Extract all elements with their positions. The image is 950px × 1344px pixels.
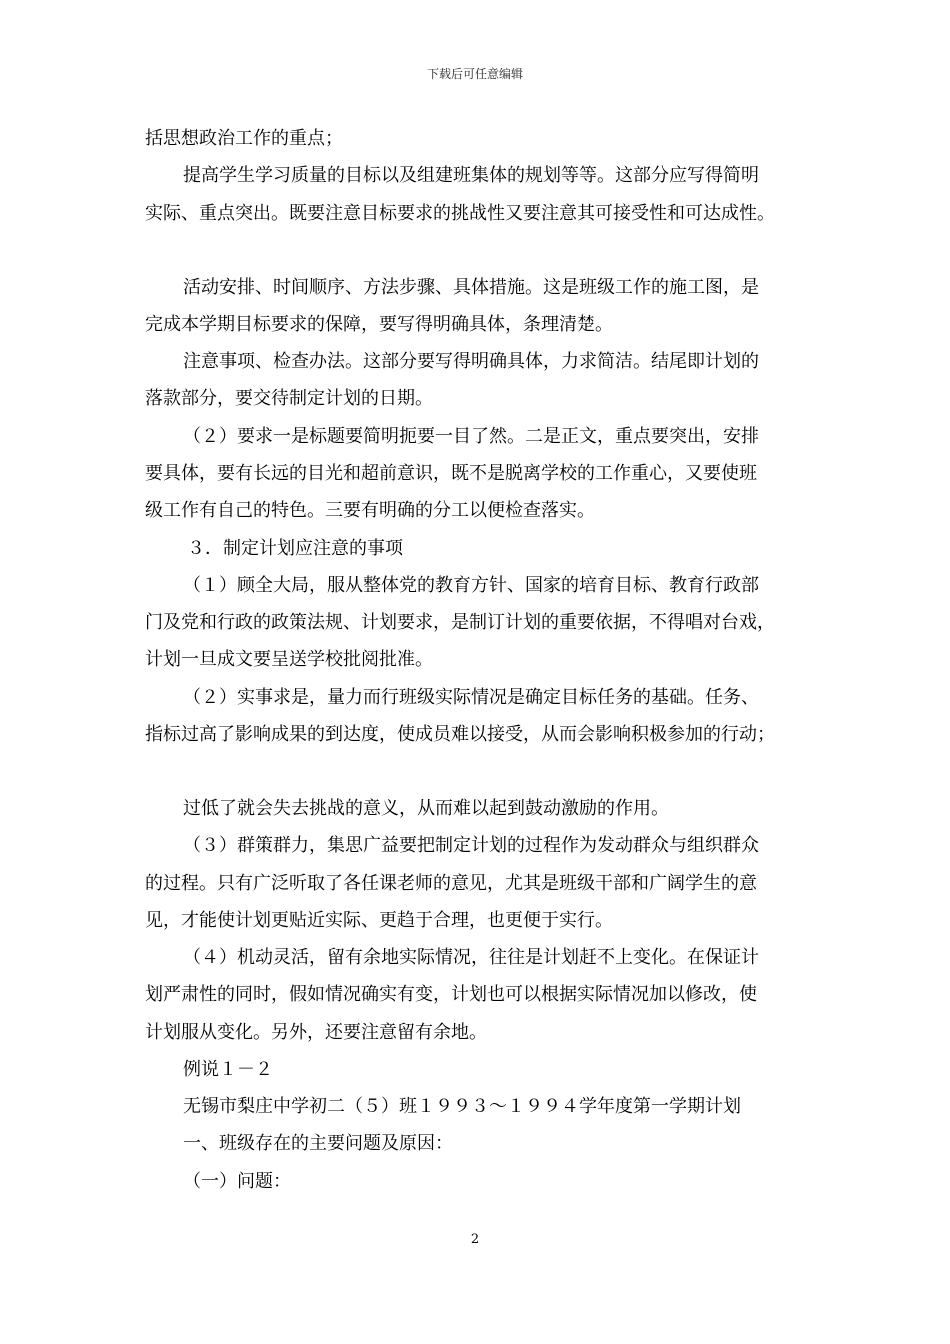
text-line: （４）机动灵活，留有余地实际情况，往往是计划赶不上变化。在保证计: [183, 947, 759, 968]
text-line: 见，才能使计划更贴近实际、更趋于合理，也更便于实行。: [145, 910, 613, 931]
text-line: 提高学生学习质量的目标以及组建班集体的规划等等。这部分应写得简明: [183, 165, 759, 186]
section-heading: 一、班级存在的主要问题及原因：: [183, 1133, 453, 1154]
text-line: 括思想政治工作的重点；: [145, 128, 343, 149]
text-line: 指标过高了影响成果的到达度，使成员难以接受，从而会影响积极参加的行动；: [145, 724, 775, 745]
text-line: 完成本学期目标要求的保障，要写得明确具体，条理清楚。: [145, 314, 613, 335]
text-line: 落款部分，要交待制定计划的日期。: [145, 388, 433, 409]
page-header: 下载后可任意编辑: [426, 67, 523, 81]
subsection-heading: （一）问题：: [183, 1171, 291, 1192]
section-heading: ３．制定计划应注意的事项: [187, 538, 403, 559]
text-line: 的过程。只有广泛听取了各任课老师的意见，尤其是班级干部和广阔学生的意: [145, 873, 757, 894]
text-line: 划严肃性的同时，假如情况确实有变，计划也可以根据实际情况加以修改，使: [145, 984, 757, 1005]
text-line: （２）实事求是，量力而行班级实际情况是确定目标任务的基础。任务、: [183, 687, 759, 708]
text-line: 过低了就会失去挑战的意义，从而难以起到鼓动激励的作用。: [183, 798, 669, 819]
text-line: 计划一旦成文要呈送学校批阅批准。: [145, 649, 433, 670]
text-line: （２）要求一是标题要简明扼要一目了然。二是正文，重点要突出，安排: [183, 426, 759, 447]
text-line: 实际、重点突出。既要注意目标要求的挑战性又要注意其可接受性和可达成性。: [145, 203, 775, 224]
example-title: 无锡市梨庄中学初二（５）班１９９３～１９９４学年度第一学期计划: [183, 1096, 741, 1117]
example-label: 例说１－２: [183, 1059, 273, 1080]
page-number: 2: [470, 1232, 480, 1247]
text-line: 注意事项、检查办法。这部分要写得明确具体，力求简洁。结尾即计划的: [183, 351, 759, 372]
text-line: 门及党和行政的政策法规、计划要求，是制订计划的重要依据，不得唱对台戏，: [145, 612, 775, 633]
text-line: 级工作有自己的特色。三要有明确的分工以便检查落实。: [145, 500, 595, 521]
text-line: 计划服从变化。另外，还要注意留有余地。: [145, 1022, 487, 1043]
text-line: 活动安排、时间顺序、方法步骤、具体措施。这是班级工作的施工图，是: [183, 277, 759, 298]
text-line: 要具体，要有长远的目光和超前意识，既不是脱离学校的工作重心，又要使班: [145, 463, 757, 484]
text-line: （３）群策群力，集思广益要把制定计划的过程作为发动群众与组织群众: [183, 835, 759, 856]
text-line: （１）顾全大局，服从整体党的教育方针、国家的培育目标、教育行政部: [183, 575, 759, 596]
